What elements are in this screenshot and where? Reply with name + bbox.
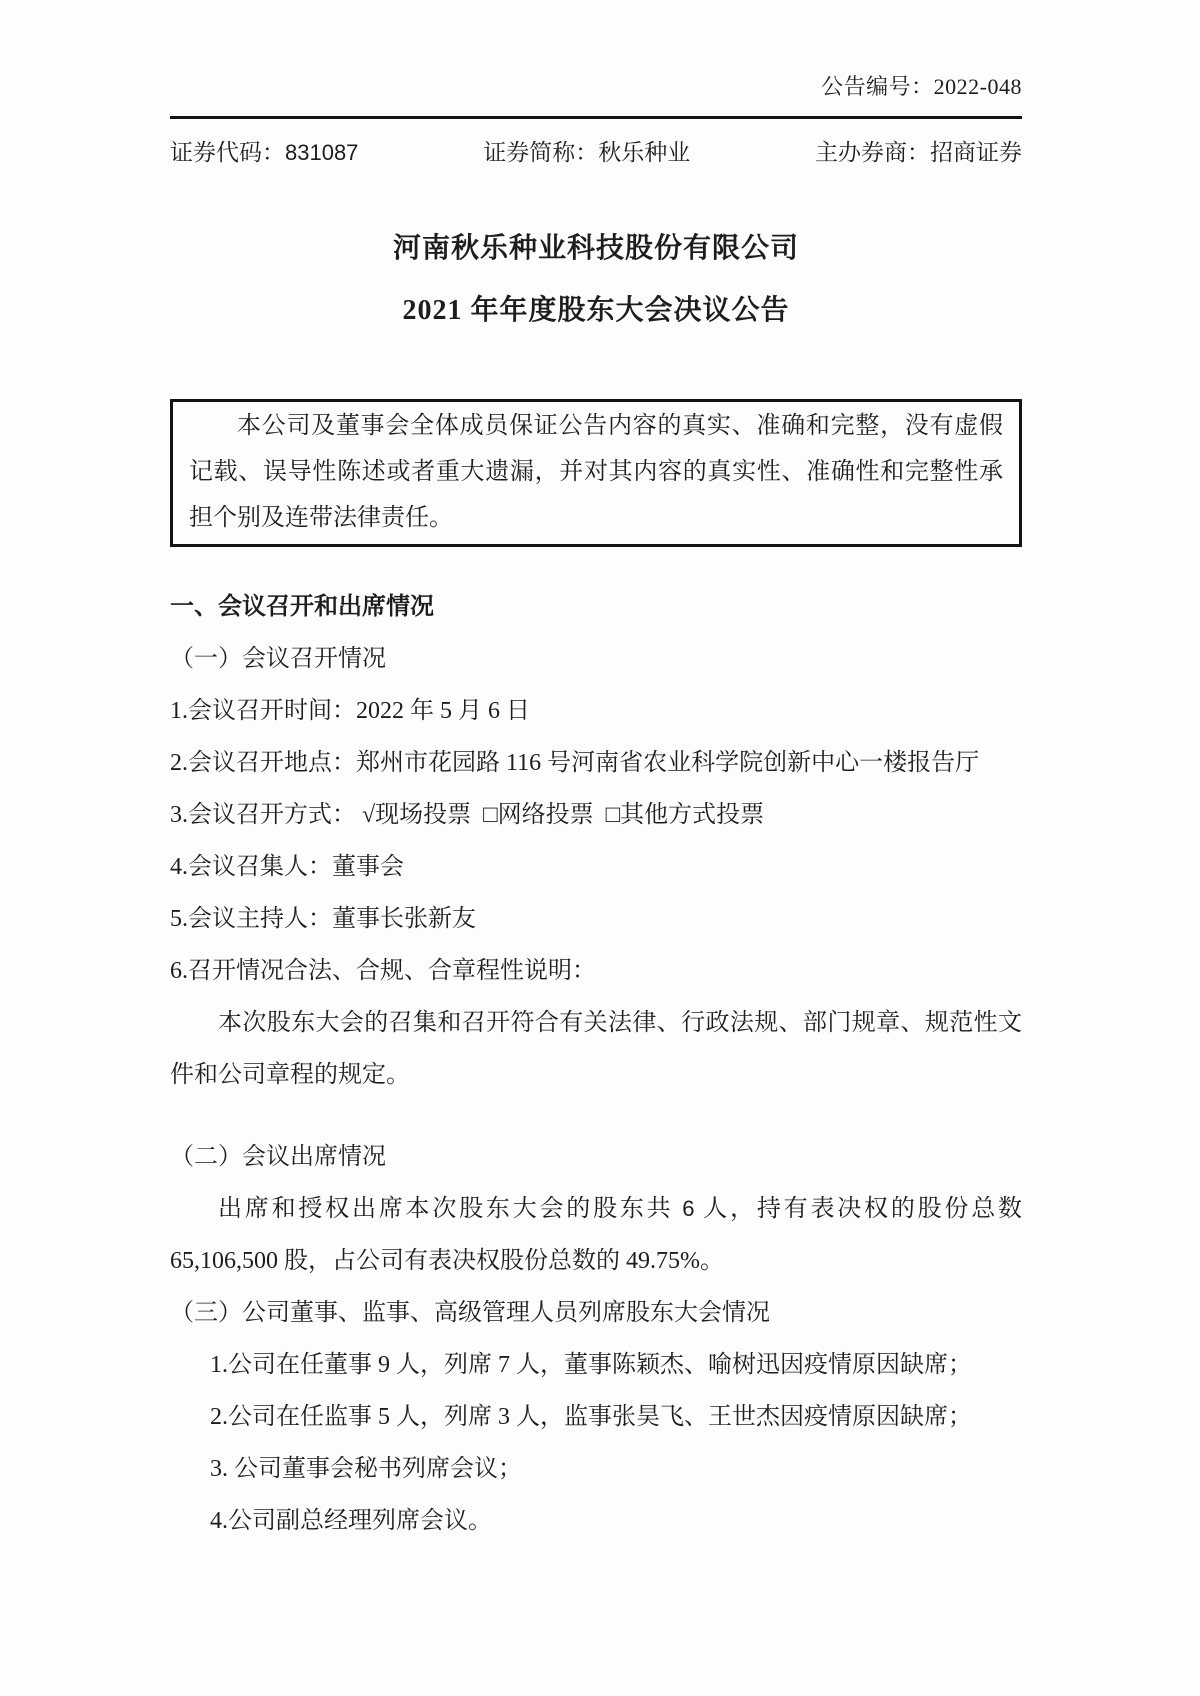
list-item-secretary-attendance: 3. 公司董事会秘书列席会议； [210, 1456, 522, 1482]
attendance-count: 6 [682, 1196, 695, 1221]
stock-code [170, 137, 358, 169]
list-item-legality-note: 6.召开情况合法、合规、合章程性说明： [170, 958, 596, 984]
stock-abbr-label: 证券简称： [483, 140, 599, 165]
section1-heading: 一、会议召开和出席情况 [170, 594, 434, 620]
stock-abbr-value: 秋乐种业 [598, 140, 691, 165]
announcement-number: 公告编号：2022-048 [821, 74, 1022, 99]
list-item-chairperson: 5.会议主持人：董事长张新友 [170, 906, 476, 932]
attendance-text-end: 人，持有表决权的股份总数 65,106,500 股，占公司有表决权股份总数的 49.75%。 [170, 1196, 1022, 1274]
stock-abbr [483, 137, 690, 169]
sub1-heading: （一）会议召开情况 [170, 646, 386, 672]
list-item-meeting-place: 2.会议召开地点：郑州市花园路 116 号河南省农业科学院创新中心一楼报告厅 [170, 750, 980, 776]
list-item-supervisors-attendance: 2.公司在任监事 5 人，列席 3 人，监事张昊飞、王世杰因疫情原因缺席； [210, 1404, 972, 1430]
list-item-convener: 4.会议召集人：董事会 [170, 854, 404, 880]
list-item-meeting-time: 1.会议召开时间：2022 年 5 月 6 日 [170, 698, 530, 724]
stock-code-value: 831087 [285, 140, 359, 165]
attendance-paragraph [170, 1183, 1022, 1287]
header-rule [170, 116, 1022, 119]
sub3-heading: （三）公司董事、监事、高级管理人员列席股东大会情况 [170, 1300, 770, 1326]
doc-subtitle: 2021 年年度股东大会决议公告 [402, 295, 790, 326]
sponsor [815, 137, 1022, 169]
list-item-meeting-method: 3.会议召开方式： √现场投票 □网络投票 □其他方式投票 [170, 802, 765, 828]
securities-info-row [170, 137, 1022, 169]
disclaimer-box [170, 399, 1022, 547]
disclaimer-text: 本公司及董事会全体成员保证公告内容的真实、准确和完整，没有虚假记载、误导性陈述或者重大遗漏，并对其内容的真实性、准确性和完整性承担个别及连带法律责任。 [189, 413, 1003, 531]
document-body [170, 0, 1022, 1547]
sub2-heading: （二）会议出席情况 [170, 1144, 386, 1170]
stock-code-label: 证券代码： [170, 140, 285, 165]
list-item-deputy-gm-attendance: 4.公司副总经理列席会议。 [210, 1508, 492, 1534]
legality-paragraph: 本次股东大会的召集和召开符合有关法律、行政法规、部门规章、规范性文件和公司章程的规定。 [170, 1010, 1022, 1088]
list-item-directors-attendance: 1.公司在任董事 9 人，列席 7 人，董事陈颖杰、喻树迅因疫情原因缺席； [210, 1352, 972, 1378]
doc-title: 河南秋乐种业科技股份有限公司 [392, 233, 799, 264]
sponsor-value: 招商证券 [929, 140, 1022, 165]
attendance-text-start: 出席和授权出席本次股东大会的股东共 [218, 1196, 683, 1222]
sponsor-label: 主办券商： [814, 140, 930, 165]
